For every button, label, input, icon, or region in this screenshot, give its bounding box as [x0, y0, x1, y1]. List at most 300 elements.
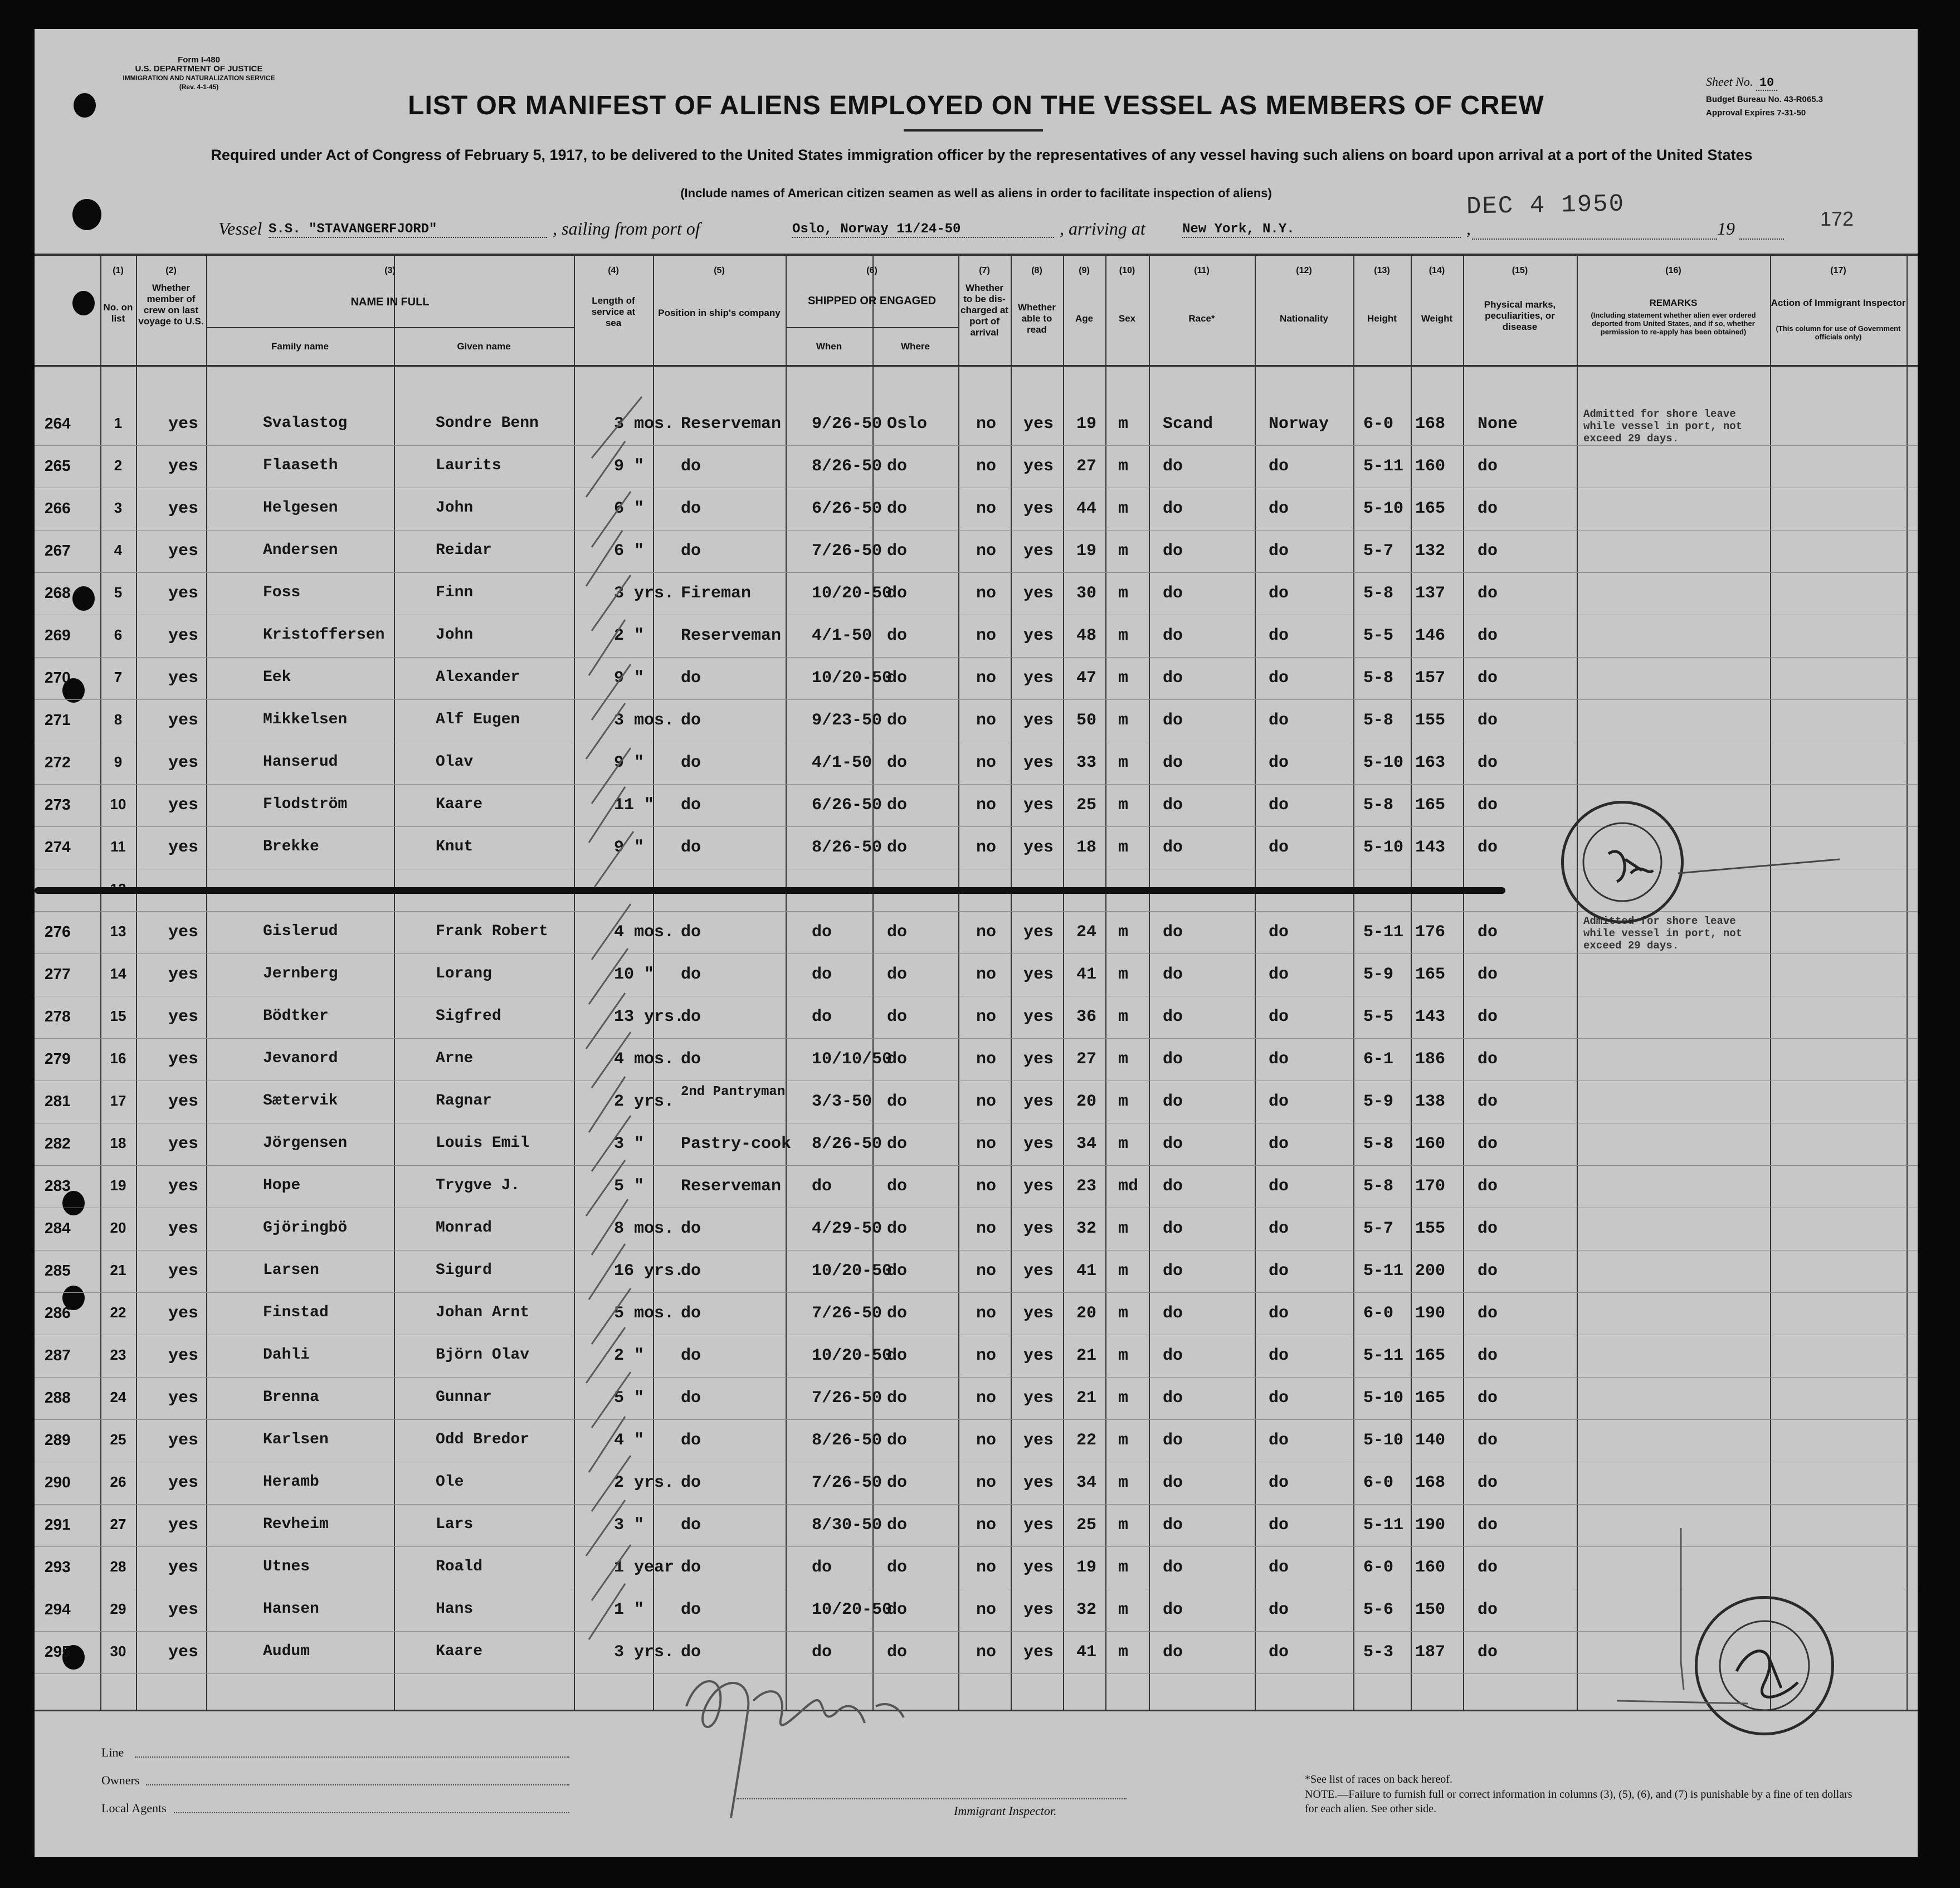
cell-height: 5-11: [1363, 923, 1404, 942]
include-note: (Include names of American citizen seamen as well as aliens in order to facilitate inspection of aliens): [680, 186, 1272, 200]
cell-position: do: [681, 1600, 701, 1619]
cell-service: 2 yrs.: [614, 1473, 675, 1492]
cell-given: Ole: [436, 1473, 464, 1491]
cell-nat: do: [1269, 923, 1289, 942]
cell-weight: 190: [1415, 1516, 1446, 1535]
page-index-number: 282: [45, 1135, 71, 1152]
cell-sex: m: [1118, 1558, 1129, 1577]
cell-where: do: [887, 1262, 908, 1281]
page-index-number: 274: [45, 838, 71, 855]
cell-disch: no: [976, 1092, 997, 1111]
cell-when: 10/20-50: [812, 1262, 893, 1281]
cell-phys: do: [1478, 1346, 1498, 1365]
cell-given: Monrad: [436, 1219, 492, 1237]
cell-height: 5-5: [1363, 626, 1394, 645]
cell-sex: m: [1118, 1346, 1129, 1365]
cell-when: 3/3-50: [812, 1092, 872, 1111]
cell-member: yes: [168, 1219, 199, 1238]
footer-line-label: Line: [101, 1745, 124, 1759]
page-index-number: 293: [45, 1558, 71, 1575]
cell-race: do: [1163, 499, 1183, 518]
cell-service: 5 ": [614, 1177, 645, 1196]
cell-phys: do: [1478, 1643, 1498, 1662]
cell-nat: do: [1269, 584, 1289, 603]
cell-when: 7/26-50: [812, 1304, 883, 1323]
cell-race: do: [1163, 1177, 1183, 1196]
page-index-number: 281: [45, 1092, 71, 1110]
cell-position: do: [681, 542, 701, 561]
cell-nat: do: [1269, 965, 1289, 984]
colnum-12: (12): [1296, 266, 1312, 275]
cell-given: Lars: [436, 1516, 474, 1533]
cell-when: 8/26-50: [812, 457, 883, 476]
cell-no: 30: [110, 1643, 126, 1660]
cell-where: do: [887, 1304, 908, 1323]
table-row: [35, 446, 1918, 488]
cell-given: Frank Robert: [436, 923, 548, 940]
cell-no: 14: [110, 965, 126, 982]
page-index-number: 294: [45, 1600, 71, 1618]
cell-height: 5-5: [1363, 1008, 1394, 1026]
cell-height: 5-11: [1363, 1516, 1404, 1535]
cell-sex: m: [1118, 1643, 1129, 1662]
cell-sex: m: [1118, 796, 1129, 815]
cell-height: 5-8: [1363, 584, 1394, 603]
cell-when: 8/30-50: [812, 1516, 883, 1535]
table-top-border: [35, 254, 1918, 256]
cell-where: do: [887, 1431, 908, 1450]
cell-weight: 132: [1415, 542, 1446, 561]
cell-no: 15: [110, 1008, 126, 1024]
table-header-border: [35, 365, 1918, 367]
cell-member: yes: [168, 753, 199, 772]
page-index-number: 272: [45, 753, 71, 771]
cell-member: yes: [168, 626, 199, 645]
cell-sex: m: [1118, 1516, 1129, 1535]
footer-agents-label: Local Agents: [101, 1801, 167, 1815]
cell-disch: no: [976, 499, 997, 518]
cell-race: do: [1163, 1431, 1183, 1450]
cell-read: yes: [1023, 542, 1054, 561]
cell-position: do: [681, 923, 701, 942]
cell-phys: do: [1478, 1262, 1498, 1281]
cell-nat: do: [1269, 838, 1289, 857]
table-row: [35, 1378, 1918, 1420]
cell-read: yes: [1023, 626, 1054, 645]
col-discharged: Whether to be dis-charged at port of arrival: [961, 283, 1008, 338]
cell-no: 10: [110, 796, 126, 812]
cell-given: Trygve J.: [436, 1177, 520, 1194]
cell-phys: do: [1478, 1389, 1498, 1408]
page-index-number: 284: [45, 1219, 71, 1237]
cell-family: Revheim: [263, 1516, 329, 1533]
colnum-17: (17): [1830, 266, 1846, 275]
cell-position: do: [681, 669, 701, 688]
cell-race: do: [1163, 1473, 1183, 1492]
cell-where: do: [887, 669, 908, 688]
cell-sex: md: [1118, 1177, 1139, 1196]
cell-member: yes: [168, 1431, 199, 1450]
cell-when: do: [812, 965, 832, 984]
cell-given: Johan Arnt: [436, 1304, 530, 1321]
cell-position: Fireman: [681, 584, 752, 603]
cell-height: 5-10: [1363, 1431, 1404, 1450]
page-index-number: 286: [45, 1304, 71, 1321]
col-position: Position in ship's company: [658, 308, 781, 318]
manifest-sheet: [35, 29, 1918, 1857]
cell-age: 20: [1076, 1092, 1097, 1111]
cell-disch: no: [976, 1219, 997, 1238]
cell-phys: do: [1478, 838, 1498, 857]
cell-phys: do: [1478, 1135, 1498, 1154]
cell-when: 10/20-50: [812, 669, 893, 688]
cell-no: 9: [114, 753, 123, 770]
cell-service: 6 ": [614, 542, 645, 561]
page-index-number: 276: [45, 923, 71, 940]
cell-height: 5-3: [1363, 1643, 1394, 1662]
col-action-sub: (This column for use of Government officials only): [1776, 324, 1901, 341]
colnum-6: (6): [866, 266, 877, 275]
cell-disch: no: [976, 584, 997, 603]
cell-phys: do: [1478, 542, 1498, 561]
cell-no: 17: [110, 1092, 126, 1109]
cell-no: 20: [110, 1219, 126, 1236]
cell-position: Reserveman: [681, 415, 782, 434]
cell-position: do: [681, 1431, 701, 1450]
cell-member: yes: [168, 1092, 199, 1111]
cell-service: 3 ": [614, 1135, 645, 1154]
cell-race: do: [1163, 753, 1183, 772]
cell-member: yes: [168, 1558, 199, 1577]
cell-given: Sigurd: [436, 1262, 492, 1279]
cell-where: do: [887, 838, 908, 857]
table-row: [35, 1208, 1918, 1250]
cell-member: yes: [168, 1516, 199, 1535]
cell-nat: do: [1269, 1262, 1289, 1281]
cell-age: 44: [1076, 499, 1097, 518]
colnum-13: (13): [1374, 266, 1390, 275]
cell-no: 22: [110, 1304, 126, 1321]
cell-phys: do: [1478, 796, 1498, 815]
cell-race: do: [1163, 838, 1183, 857]
cell-given: Gunnar: [436, 1389, 492, 1406]
cell-service: 2 yrs.: [614, 1092, 675, 1111]
cell-age: 23: [1076, 1177, 1097, 1196]
cell-age: 41: [1076, 1643, 1097, 1662]
cell-family: Hansen: [263, 1600, 319, 1618]
cell-disch: no: [976, 626, 997, 645]
crew-table-body: [35, 403, 1918, 1707]
cell-family: Heramb: [263, 1473, 319, 1491]
cell-read: yes: [1023, 1219, 1054, 1238]
cell-height: 5-8: [1363, 1135, 1394, 1154]
cell-sex: m: [1118, 542, 1129, 561]
cell-service: 3 yrs.: [614, 1643, 675, 1662]
cell-given: Sigfred: [436, 1008, 501, 1025]
check-marks: [569, 363, 714, 1723]
table-row: [35, 1123, 1918, 1166]
cell-given: John: [436, 626, 474, 644]
cell-family: Jernberg: [263, 965, 338, 982]
cell-given: Ragnar: [436, 1092, 492, 1110]
cell-race: do: [1163, 457, 1183, 476]
table-row: [35, 700, 1918, 742]
cell-disch: no: [976, 1431, 997, 1450]
cell-height: 5-8: [1363, 711, 1394, 730]
cell-when: 8/26-50: [812, 1135, 883, 1154]
col-race: Race*: [1188, 313, 1215, 324]
cell-nat: do: [1269, 542, 1289, 561]
cell-no: 6: [114, 626, 123, 643]
col-nationality: Nationality: [1280, 313, 1328, 324]
cell-read: yes: [1023, 457, 1054, 476]
table-row: [35, 615, 1918, 658]
cell-race: do: [1163, 1262, 1183, 1281]
stamp-pointer-line: [1678, 857, 1845, 879]
cell-race: do: [1163, 711, 1183, 730]
cell-member: yes: [168, 1473, 199, 1492]
cell-sex: m: [1118, 923, 1129, 942]
table-row: [35, 658, 1918, 700]
cell-age: 41: [1076, 965, 1097, 984]
cell-race: do: [1163, 796, 1183, 815]
cell-family: Jevanord: [263, 1050, 338, 1067]
cell-phys: do: [1478, 923, 1498, 942]
cell-service: 9 ": [614, 669, 645, 688]
cell-read: yes: [1023, 1516, 1054, 1535]
cell-weight: 187: [1415, 1643, 1446, 1662]
cell-age: 48: [1076, 626, 1097, 645]
cell-weight: 143: [1415, 1008, 1446, 1026]
cell-nat: do: [1269, 669, 1289, 688]
cell-where: do: [887, 1008, 908, 1026]
department: U.S. DEPARTMENT OF JUSTICE: [135, 64, 263, 74]
cell-given: Knut: [436, 838, 474, 855]
footer-owners-blank: [146, 1784, 569, 1785]
cell-where: do: [887, 1473, 908, 1492]
cell-nat: do: [1269, 1219, 1289, 1238]
page-index-number: 279: [45, 1050, 71, 1067]
cell-position: do: [681, 965, 701, 984]
cell-service: 3 yrs.: [614, 584, 675, 603]
cell-service: 9 ": [614, 838, 645, 857]
sheet-number: [1706, 75, 1777, 90]
cell-given: Kaare: [436, 1643, 483, 1660]
cell-given: Sondre Benn: [436, 415, 539, 432]
cell-given: Finn: [436, 584, 474, 601]
cell-no: 1: [114, 415, 123, 431]
arriving-label: , arriving at: [1060, 218, 1145, 239]
cell-where: do: [887, 1346, 908, 1365]
cell-disch: no: [976, 838, 997, 857]
punch-hole: [72, 291, 95, 315]
remark-row-1: Admitted for shore leave while vessel in port, not exceed 29 days.: [1583, 408, 1743, 445]
cell-position: do: [681, 1346, 701, 1365]
cell-where: do: [887, 457, 908, 476]
page-index-number: 273: [45, 796, 71, 813]
cell-given: Alexander: [436, 669, 520, 686]
cell-when: 10/10/50: [812, 1050, 893, 1069]
table-row: [35, 1166, 1918, 1208]
cell-height: 6-0: [1363, 1558, 1394, 1577]
inspector-blank: [737, 1798, 1127, 1799]
col-length-service: Length of service at sea: [591, 295, 636, 328]
cell-when: 7/26-50: [812, 1473, 883, 1492]
cell-phys: do: [1478, 626, 1498, 645]
cell-member: yes: [168, 584, 199, 603]
penalty-note: NOTE.—Failure to furnish full or correct information in columns (3), (5), (6), and (7) is punishable by a fine of ten dollars for each alien. See other side.: [1305, 1788, 1852, 1815]
cell-service: 3 mos.: [614, 711, 675, 730]
cell-no: 21: [110, 1262, 126, 1278]
page-index-number: 291: [45, 1516, 71, 1533]
page-title: LIST OR MANIFEST OF ALIENS EMPLOYED ON THE VESSEL AS MEMBERS OF CREW: [408, 91, 1544, 120]
cell-disch: no: [976, 415, 997, 434]
cell-family: Andersen: [263, 542, 338, 559]
cell-disch: no: [976, 796, 997, 815]
cell-height: 5-11: [1363, 457, 1404, 476]
cell-weight: 176: [1415, 923, 1446, 942]
page-index-number: 295: [45, 1643, 71, 1660]
cell-read: yes: [1023, 1473, 1054, 1492]
cell-position: do: [681, 1558, 701, 1577]
cell-disch: no: [976, 1516, 997, 1535]
cell-race: do: [1163, 1135, 1183, 1154]
table-row: [35, 1462, 1918, 1505]
cell-read: yes: [1023, 711, 1054, 730]
cell-weight: 168: [1415, 1473, 1446, 1492]
cell-no: 8: [114, 711, 123, 728]
cell-position: do: [681, 457, 701, 476]
cell-given: Hans: [436, 1600, 474, 1618]
cell-height: 5-10: [1363, 1389, 1404, 1408]
cell-nat: do: [1269, 1008, 1289, 1026]
page-index-number: 289: [45, 1431, 71, 1448]
colnum-14: (14): [1428, 266, 1445, 275]
cell-where: do: [887, 584, 908, 603]
table-row: [35, 573, 1918, 615]
col-action: Action of Immigrant Inspector: [1771, 298, 1906, 308]
cell-sex: m: [1118, 1219, 1129, 1238]
cell-height: 5-11: [1363, 1262, 1404, 1281]
cell-race: do: [1163, 1600, 1183, 1619]
cell-weight: 170: [1415, 1177, 1446, 1196]
cell-read: yes: [1023, 415, 1054, 434]
cell-nat: do: [1269, 1558, 1289, 1577]
cell-read: yes: [1023, 1135, 1054, 1154]
cell-when: do: [812, 1008, 832, 1026]
cell-service: 13 yrs.: [614, 1008, 685, 1026]
cell-race: Scand: [1163, 415, 1213, 434]
cell-height: 6-1: [1363, 1050, 1394, 1069]
cell-family: Sætervik: [263, 1092, 338, 1110]
cell-family: Gislerud: [263, 923, 338, 940]
cell-weight: 143: [1415, 838, 1446, 857]
page-index-number: 269: [45, 626, 71, 644]
cell-where: do: [887, 1600, 908, 1619]
cell-sex: m: [1118, 499, 1129, 518]
cell-position: do: [681, 1516, 701, 1535]
col-height: Height: [1367, 313, 1397, 324]
table-row: [35, 742, 1918, 785]
cell-weight: 137: [1415, 584, 1446, 603]
cell-member: yes: [168, 965, 199, 984]
cell-read: yes: [1023, 1389, 1054, 1408]
cell-given: Roald: [436, 1558, 483, 1575]
cell-age: 25: [1076, 1516, 1097, 1535]
col-remarks: REMARKS: [1649, 298, 1698, 308]
cell-age: 21: [1076, 1389, 1097, 1408]
col-age: Age: [1075, 313, 1094, 324]
cell-nat: do: [1269, 1050, 1289, 1069]
cell-when: 10/20-50: [812, 1600, 893, 1619]
table-row: [35, 1420, 1918, 1462]
remark-row-13: Admitted for shore leave while vessel in port, not exceed 29 days.: [1583, 915, 1743, 952]
colnum-15: (15): [1512, 266, 1528, 275]
cell-where: Oslo: [887, 415, 928, 434]
cell-disch: no: [976, 1135, 997, 1154]
cell-age: 19: [1076, 542, 1097, 561]
cell-weight: 157: [1415, 669, 1446, 688]
cell-age: 27: [1076, 1050, 1097, 1069]
page-index-number: 267: [45, 542, 71, 559]
cell-read: yes: [1023, 1431, 1054, 1450]
table-row: [35, 1293, 1918, 1335]
cell-sex: m: [1118, 415, 1129, 434]
cell-read: yes: [1023, 1304, 1054, 1323]
cell-height: 6-0: [1363, 415, 1394, 434]
cell-given: Björn Olav: [436, 1346, 530, 1364]
cell-no: 13: [110, 923, 126, 940]
form-code: Form I-480: [178, 55, 220, 65]
cell-race: do: [1163, 1346, 1183, 1365]
cell-where: do: [887, 1050, 908, 1069]
cell-phys: do: [1478, 1050, 1498, 1069]
cell-weight: 160: [1415, 1558, 1446, 1577]
cell-race: do: [1163, 923, 1183, 942]
cell-nat: do: [1269, 711, 1289, 730]
cell-member: yes: [168, 796, 199, 815]
col-whether-member: Whether member of crew on last voyage to U.S.: [138, 283, 204, 327]
colnum-16: (16): [1665, 266, 1681, 275]
cell-phys: do: [1478, 1219, 1498, 1238]
cell-family: Dahli: [263, 1346, 310, 1364]
page-index-number: 264: [45, 415, 71, 432]
cell-member: yes: [168, 1389, 199, 1408]
cell-position: do: [681, 499, 701, 518]
cell-member: yes: [168, 1600, 199, 1619]
cell-nat: do: [1269, 1346, 1289, 1365]
cell-weight: 165: [1415, 1389, 1446, 1408]
cell-weight: 163: [1415, 753, 1446, 772]
cell-weight: 165: [1415, 796, 1446, 815]
cell-race: do: [1163, 1092, 1183, 1111]
col-weight: Weight: [1421, 313, 1453, 324]
cell-no: 24: [110, 1389, 126, 1405]
cell-phys: do: [1478, 1177, 1498, 1196]
cell-position: do: [681, 838, 701, 857]
year-blank: [1739, 222, 1784, 240]
cell-member: yes: [168, 1008, 199, 1026]
cell-where: do: [887, 753, 908, 772]
cell-weight: 160: [1415, 1135, 1446, 1154]
arriving-at: New York, N.Y.: [1182, 222, 1461, 238]
cell-when: 6/26-50: [812, 796, 883, 815]
cell-when: do: [812, 1643, 832, 1662]
cell-member: yes: [168, 838, 199, 857]
cell-family: Kristoffersen: [263, 626, 385, 644]
cell-read: yes: [1023, 923, 1054, 942]
cell-weight: 165: [1415, 965, 1446, 984]
